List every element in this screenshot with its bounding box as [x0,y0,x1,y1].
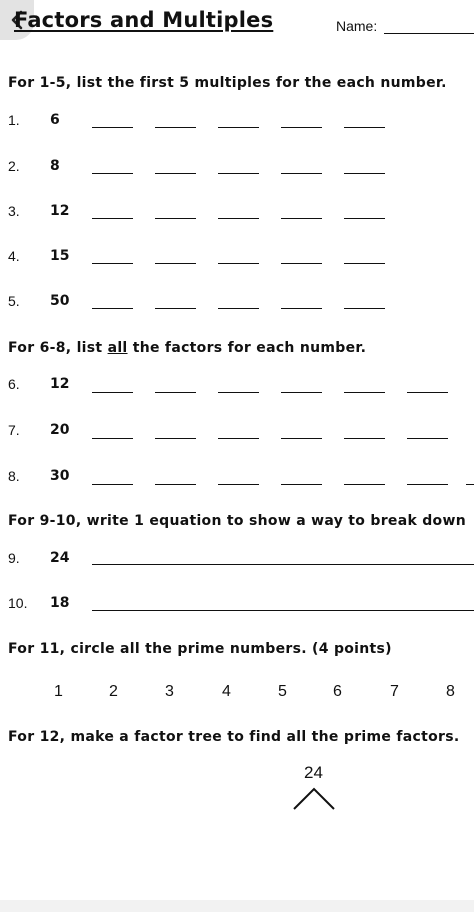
answer-blank[interactable] [466,484,474,485]
question-value: 15 [50,248,70,264]
prime-choice[interactable]: 1 [54,683,63,700]
answer-blank[interactable] [218,484,259,485]
question-number: 1. [8,112,20,128]
answer-blank[interactable] [344,392,385,393]
question-number: 2. [8,158,20,174]
answer-blank[interactable] [281,308,322,309]
question-value: 6 [50,112,60,128]
answer-blank[interactable] [92,392,133,393]
section1-instruction: For 1-5, list the first 5 multiples for the each number. [8,75,447,91]
question-number: 8. [8,468,20,484]
worksheet-title: Factors and Multiples [14,8,274,32]
question-number: 7. [8,422,20,438]
answer-blank[interactable] [281,263,322,264]
answer-blank[interactable] [155,173,196,174]
prime-choice[interactable]: 3 [165,683,174,700]
bottom-bar [0,900,474,912]
answer-blank[interactable] [344,127,385,128]
answer-blank[interactable] [344,173,385,174]
answer-blank[interactable] [92,173,133,174]
answer-blank[interactable] [155,263,196,264]
question-number: 6. [8,376,20,392]
answer-blank[interactable] [344,218,385,219]
answer-blank[interactable] [155,484,196,485]
answer-blank[interactable] [218,173,259,174]
prime-choice[interactable]: 5 [278,683,287,700]
section2-instruction [8,340,366,356]
answer-blank[interactable] [281,438,322,439]
answer-blank[interactable] [92,438,133,439]
question-number: 4. [8,248,20,264]
question-number: 9. [8,550,20,566]
section3-instruction: For 9-10, write 1 equation to show a way to break down [8,513,466,529]
prime-choice[interactable]: 7 [390,683,399,700]
question-value: 24 [50,550,70,566]
prime-choice[interactable]: 4 [222,683,231,700]
name-line [384,33,474,34]
answer-blank[interactable] [281,127,322,128]
answer-blank[interactable] [407,392,448,393]
answer-line[interactable] [92,564,474,565]
answer-blank[interactable] [407,484,448,485]
answer-blank[interactable] [92,127,133,128]
answer-blank[interactable] [218,263,259,264]
question-value: 8 [50,158,60,174]
answer-blank[interactable] [281,218,322,219]
answer-blank[interactable] [155,127,196,128]
question-number: 3. [8,203,20,219]
answer-blank[interactable] [155,218,196,219]
section5-instruction: For 12, make a factor tree to find all the prime factors. [8,729,460,745]
answer-blank[interactable] [281,173,322,174]
question-number: 10. [8,595,28,611]
answer-blank[interactable] [218,438,259,439]
question-number: 5. [8,293,20,309]
answer-blank[interactable] [92,308,133,309]
factor-tree-branches [290,785,340,813]
answer-blank[interactable] [218,218,259,219]
instruction-text: For 6-8, list [8,340,108,356]
answer-blank[interactable] [344,308,385,309]
answer-blank[interactable] [218,308,259,309]
instruction-emphasis: all [107,340,128,356]
answer-blank[interactable] [155,392,196,393]
answer-blank[interactable] [218,127,259,128]
answer-blank[interactable] [407,438,448,439]
question-value: 18 [50,595,70,611]
answer-blank[interactable] [344,484,385,485]
answer-blank[interactable] [92,484,133,485]
question-value: 50 [50,293,70,309]
answer-blank[interactable] [344,438,385,439]
answer-blank[interactable] [344,263,385,264]
answer-blank[interactable] [92,263,133,264]
question-value: 20 [50,422,70,438]
factor-tree-root: 24 [304,763,323,782]
question-value: 30 [50,468,70,484]
section4-instruction: For 11, circle all the prime numbers. (4 points) [8,641,392,657]
question-value: 12 [50,203,70,219]
answer-blank[interactable] [92,218,133,219]
answer-blank[interactable] [155,308,196,309]
prime-choice[interactable]: 2 [109,683,118,700]
name-label: Name: [336,18,378,34]
question-value: 12 [50,376,70,392]
instruction-text: the factors for each number. [127,340,367,356]
answer-line[interactable] [92,610,474,611]
prime-choice[interactable]: 6 [333,683,342,700]
answer-blank[interactable] [155,438,196,439]
answer-blank[interactable] [218,392,259,393]
prime-choice[interactable]: 8 [446,683,455,700]
answer-blank[interactable] [281,392,322,393]
answer-blank[interactable] [281,484,322,485]
